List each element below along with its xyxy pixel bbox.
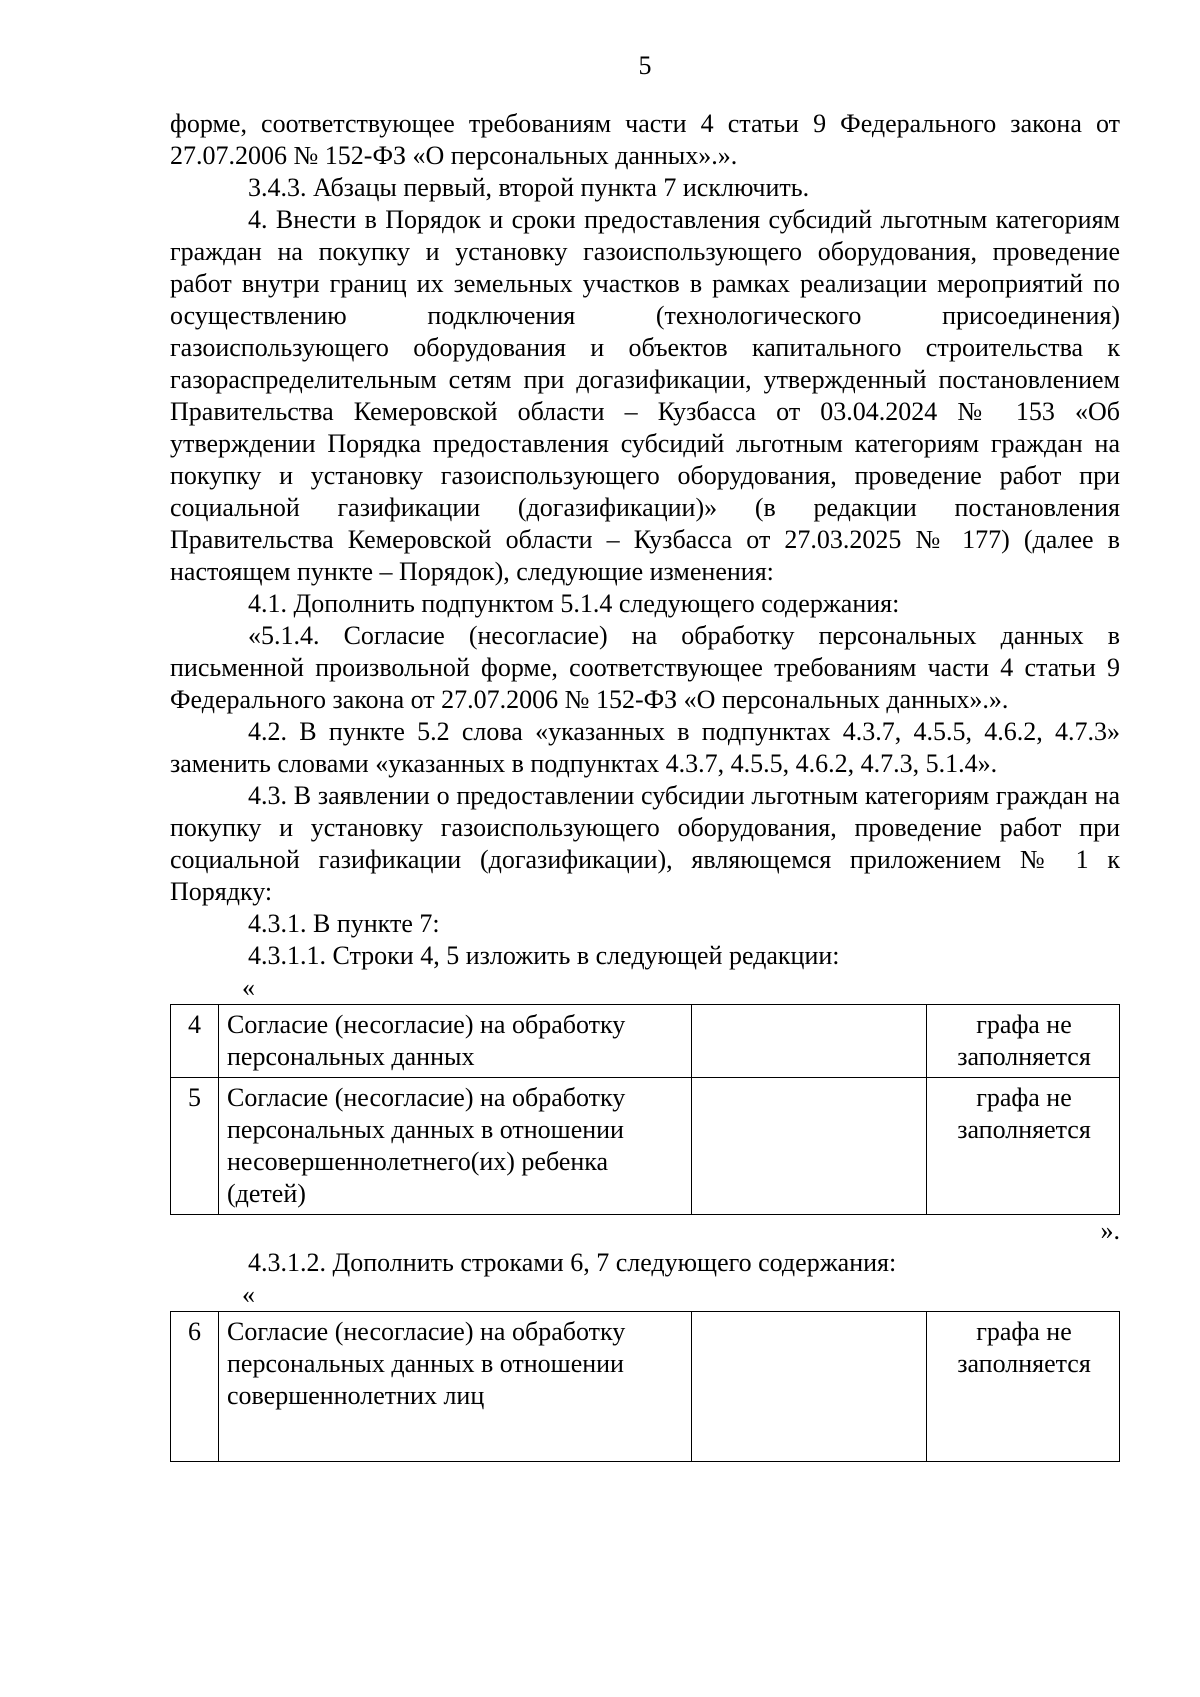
row-note: графа не заполняется — [927, 1078, 1120, 1215]
rows-table-2 — [170, 1311, 1120, 1462]
row-value — [692, 1005, 927, 1078]
paragraph-4-2: 4.2. В пункте 5.2 слова «указанных в подпунктах 4.3.7, 4.5.5, 4.6.2, 4.7.3» заменить словами «указанных в подпунктах 4.3.7, 4.5.5, 4.6.2, 4.7.3, 5.1.4». — [170, 717, 1120, 778]
row-text: Согласие (несогласие) на обработку персональных данных в отношении несовершеннолетнего(их) ребенка (детей) — [219, 1078, 692, 1215]
row-text: Согласие (несогласие) на обработку персональных данных — [219, 1005, 692, 1078]
paragraph-4-3-1-2: 4.3.1.2. Дополнить строками 6, 7 следующего содержания: — [248, 1248, 897, 1277]
close-quote: ». — [1100, 1216, 1120, 1245]
paragraph-3-4-3: 3.4.3. Абзацы первый, второй пункта 7 исключить. — [248, 173, 810, 202]
paragraph-continuation: форме, соответствующее требованиям части 4 статьи 9 Федерального закона от 27.07.2006 № 152-ФЗ «О персональных данных».». — [170, 109, 1120, 170]
open-quote-1: « — [242, 973, 255, 1002]
page-number: 5 — [638, 51, 652, 80]
row-text: Согласие (несогласие) на обработку персональных данных в отношении совершеннолетних лиц — [219, 1312, 692, 1462]
table-row — [171, 1078, 1120, 1215]
paragraph-4-1: 4.1. Дополнить подпунктом 5.1.4 следующего содержания: — [248, 589, 900, 618]
row-note: графа не заполняется — [927, 1312, 1120, 1462]
paragraph-4: 4. Внести в Порядок и сроки предоставления субсидий льготным категориям граждан на покупку и установку газоиспользующего оборудования, проведение работ внутри границ их земельных участков в рамках реализации мероприятий по осуществлению подключения (технологического присоединения) газоиспользующего оборудования и объектов капитального строительства к газораспределительным сетям при догазификации, утвержденный постановлением Правительства Кемеровской области – Кузбасса от 03.04.2024 № 153 «Об утверждении Порядка предоставления субсидий льготным категориям граждан на покупку и установку газоиспользующего оборудования, проведение работ при социальной газификации (догазификации)» (в редакции постановления Правительства Кемеровской области – Кузбасса от 27.03.2025 № 177) (далее в настоящем пункте – Порядок), следующие изменения: — [170, 205, 1120, 586]
document-body — [170, 108, 1120, 1462]
row-number: 6 — [171, 1312, 219, 1462]
paragraph-4-3: 4.3. В заявлении о предоставлении субсидии льготным категориям граждан на покупку и установку газоиспользующего оборудования, проведение работ при социальной газификации (догазификации), являющемся приложением № 1 к Порядку: — [170, 781, 1120, 906]
paragraph-5-1-4-quote: «5.1.4. Согласие (несогласие) на обработку персональных данных в письменной произвольной форме, соответствующее требованиям части 4 статьи 9 Федерального закона от 27.07.2006 № 152-ФЗ «О персональных данных».». — [170, 621, 1120, 714]
paragraph-4-3-1-1: 4.3.1.1. Строки 4, 5 изложить в следующей редакции: — [248, 941, 840, 970]
table-row — [171, 1312, 1120, 1462]
paragraph-4-3-1: 4.3.1. В пункте 7: — [248, 909, 440, 938]
rows-table-1 — [170, 1004, 1120, 1215]
row-note: графа не заполняется — [927, 1005, 1120, 1078]
row-number: 5 — [171, 1078, 219, 1215]
table-row — [171, 1005, 1120, 1078]
row-value — [692, 1078, 927, 1215]
open-quote-2: « — [242, 1280, 255, 1309]
row-value — [692, 1312, 927, 1462]
row-number: 4 — [171, 1005, 219, 1078]
